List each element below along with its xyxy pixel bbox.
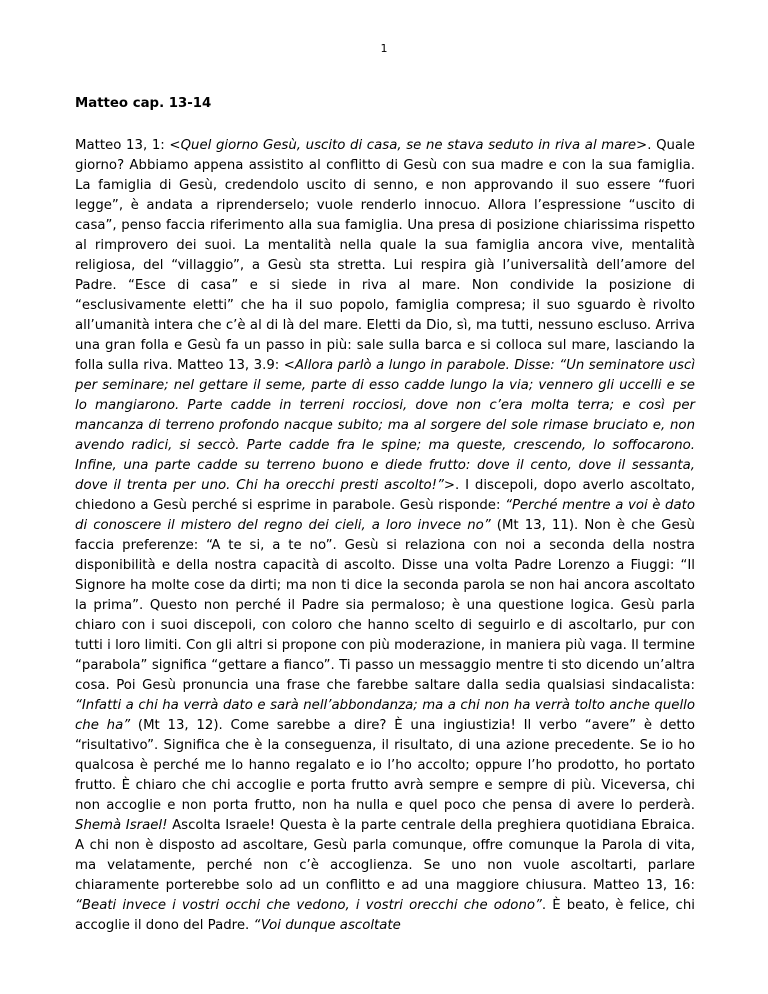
page-title: Matteo cap. 13-14 xyxy=(75,96,212,111)
body-text-run: Matteo 13, 1: < xyxy=(75,138,181,153)
body-text-run: (Mt 13, 12). Come sarebbe a dire? È una ingiustizia! Il verbo “avere” è detto “risultativo”. Significa che è la conseguenza, il risultato, di una azione precedente. Se io ho qualcosa è perché me lo hanno regalato e io l’ho accolto; oppure l’ho prodotto, ho portato frutto. È chiaro che chi accoglie e porta frutto avrà sempre e sempre di più. Viceversa, chi non accoglie e non porta frutto, non ha nulla e quel poco che pensa di avere lo perderà. xyxy=(75,718,695,813)
italic-quote: “Beati invece i vostri occhi che vedono, i vostri orecchi che odono” xyxy=(75,898,542,913)
body-text-run: >. Quale giorno? Abbiamo appena assistito al conflitto di Gesù con sua madre e con la sua famiglia. La famiglia di Gesù, credendolo uscito di senno, e non approvando il suo essere “fuori legge”, è andata a riprenderselo; vuole renderlo innocuo. Allora l’espressione “uscito di casa”, penso faccia riferimento alla sua famiglia. Una presa di posizione chiarissima rispetto al rimprovero dei suoi. La mentalità nella quale la sua famiglia ancora vive, mentalità religiosa, del “villaggio”, a Gesù sta stretta. Lui respira già l’universalità dell’amore del Padre. “Esce di casa” e si siede in riva al mare. Non condivide la posizione di “esclusivamente eletti” che ha il suo popolo, famiglia compresa; il suo sguardo è rivolto all’umanità intera che c’è al di là del mare. Eletti da Dio, sì, ma tutti, nessuno escluso. Arriva una gran folla e Gesù fa un passo in più: sale sulla barca e si colloca sul mare, lasciando la folla sulla riva. Matteo 13, 3.9: < xyxy=(75,138,695,373)
italic-quote: Allora parlò a lungo in parabole. Disse: “Un seminatore uscì per seminare; nel gettare il seme, parte di esso cadde lungo la via; vennero gli uccelli e se lo mangiarono. Parte cadde in terreni rocciosi, dove non c’era molta terra; e così per mancanza di terreno profondo nacque subito; ma al sorgere del sole rimase bruciato e, non avendo radici, si seccò. Parte cadde fra le spine; ma queste, crescendo, lo soffocarono. Infine, una parte cadde su terreno buono e diede frutto: dove il cento, dove il sessanta, dove il trenta per uno. Chi ha orecchi presti ascolto!” xyxy=(75,358,695,493)
italic-quote: “Perché mentre a voi è dato di conoscere il mistero del regno dei cieli, a loro invece no” xyxy=(75,498,695,533)
body-text-run: Ascolta Israele! Questa è la parte centrale della preghiera quotidiana Ebraica. A chi non è disposto ad ascoltare, Gesù parla comunque, offre comunque la Parola di vita, ma velatamente, perché non c’è accoglienza. Se uno non vuole ascoltarti, parlare chiaramente porterebbe solo ad un conflitto e ad una maggiore chiusura. Matteo 13, 16: xyxy=(75,818,696,893)
body-text-run: (Mt 13, 11). Non è che Gesù faccia preferenze: “A te si, a te no”. Gesù si relaziona con noi a seconda della nostra disponibilità e della nostra capacità di ascolto. Disse una volta Padre Lorenzo a Fiuggi: “Il Signore ha molte cose da dirti; ma non ti dice la seconda parola se non hai ancora ascoltato la prima”. Questo non perché il Padre sia permaloso; è una questione logica. Gesù parla chiaro con i suoi discepoli, con coloro che hanno scelto di seguirlo e di ascoltarlo, pur con tutti i loro limiti. Con gli altri si propone con più moderazione, in maniera più vaga. Il termine “parabola” significa “gettare a fianco”. Ti passo un messaggio mentre ti sto dicendo un’altra cosa. Poi Gesù pronuncia una frase che farebbe saltare dalla sedia qualsiasi sindacalista: xyxy=(75,518,695,693)
body-text-run: . È beato, è felice, chi accoglie il dono del Padre. xyxy=(75,898,695,933)
italic-quote: “Infatti a chi ha verrà dato e sarà nell’abbondanza; ma a chi non ha verrà tolto anche quello che ha” xyxy=(75,698,695,733)
italic-quote: Shemà Israel! xyxy=(75,818,168,833)
italic-quote: Quel giorno Gesù, uscito di casa, se ne stava seduto in riva al mare xyxy=(180,138,637,153)
italic-quote: “Voi dunque ascoltate xyxy=(253,918,401,933)
body-text-run: >. I discepoli, dopo averlo ascoltato, chiedono a Gesù perché si esprime in parabole. Gesù risponde: xyxy=(75,478,695,513)
page-number: 1 xyxy=(380,42,388,55)
body-paragraph xyxy=(75,136,695,936)
